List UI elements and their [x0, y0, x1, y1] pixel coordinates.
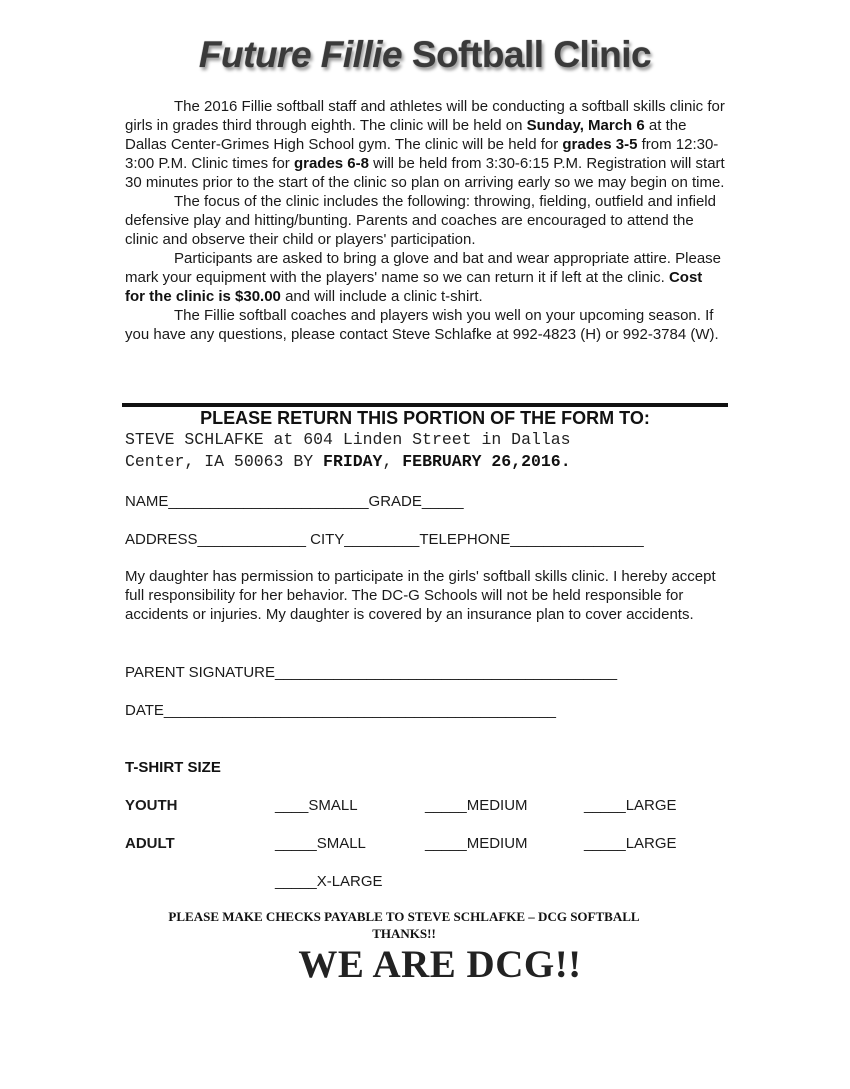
return-heading: PLEASE RETURN THIS PORTION OF THE FORM TO: [200, 408, 650, 428]
parent-signature-field[interactable]: PARENT SIGNATURE_________________________________________ [125, 664, 618, 681]
clinic-cost: Cost for the clinic is $30.00 [125, 269, 703, 305]
payable-to: PLEASE MAKE CHECKS PAYABLE TO STEVE SCHLAFKE – DCG SOFTBALL [168, 909, 640, 924]
p1-text-a: The 2016 Fillie softball staff and athletes will be conducting a softball skills clinic for girls in grades third through eighth. The clinic will be held on [125, 98, 725, 134]
grades-3-5: grades 3-5 [562, 136, 638, 153]
slogan: WE ARE DCG!! [298, 943, 582, 986]
youth-label: YOUTH [125, 797, 178, 814]
grades-6-8: grades 6-8 [293, 155, 369, 172]
tshirt-size-heading: T-SHIRT SIZE [125, 759, 221, 776]
date-field[interactable]: DATE_______________________________________________ [125, 702, 556, 719]
section-divider [122, 403, 728, 407]
adult-medium-option[interactable]: _____MEDIUM [425, 835, 528, 852]
payment-note [0, 908, 808, 942]
return-line2-text: Center, IA 50063 BY [125, 452, 324, 471]
clinic-title [0, 34, 850, 76]
title-part-1: Future Fillie [198, 34, 403, 75]
title-part-2: Softball Clinic [411, 34, 652, 75]
p1-text-c: from 12:30-3:00 P.M. Clinic times for [125, 136, 719, 172]
p1-text-b: at the Dallas Center-Grimes High School gym. The clinic will be held for [125, 117, 687, 153]
adult-large-option[interactable]: _____LARGE [584, 835, 677, 852]
intro-paragraph-3 [125, 249, 725, 306]
address-city-phone-field[interactable]: ADDRESS_____________ CITY_________TELEPHONE________________ [125, 531, 644, 548]
thanks-text: THANKS!! [372, 926, 436, 941]
return-address-line-2 [125, 451, 571, 473]
p3-text-b: and will include a clinic t-shirt. [280, 288, 483, 305]
p3-text-a: Participants are asked to bring a glove and bat and wear appropriate attire. Please mark your equipment with the players' name so we can return it if left at the clinic. [125, 250, 722, 286]
permission-statement: My daughter has permission to participate in the girls' softball skills clinic. I hereby accept full responsibility for her behavior. The DC-G Schools will not be held responsible for accidents or injuries. My daughter is covered by an insurance plan to cover accidents. [125, 568, 716, 623]
return-deadline: FEBRUARY 26,2016. [402, 452, 571, 471]
youth-small-option[interactable]: ____SMALL [275, 797, 358, 814]
clinic-date: Sunday, March 6 [526, 117, 645, 134]
p1-text-d: will be held from 3:30-6:15 P.M. Registration will start 30 minutes prior to the start of the clinic so plan on arriving early so we may begin on time. [125, 155, 725, 191]
youth-large-option[interactable]: _____LARGE [584, 797, 677, 814]
youth-medium-option[interactable]: _____MEDIUM [425, 797, 528, 814]
adult-label: ADULT [125, 835, 175, 852]
adult-small-option[interactable]: _____SMALL [275, 835, 366, 852]
intro-paragraph-2: The focus of the clinic includes the following: throwing, fielding, outfield and infield defensive play and hitting/bunting. Parents and coaches are encouraged to attend the clinic and observe their child or players' participation. [125, 193, 716, 248]
return-address-line-1: STEVE SCHLAFKE at 604 Linden Street in Dallas [125, 430, 571, 449]
return-day: FRIDAY [323, 452, 383, 471]
name-grade-field[interactable]: NAME________________________GRADE_____ [125, 493, 464, 510]
intro-paragraph-4: The Fillie softball coaches and players wish you well on your upcoming season. If you have any questions, please contact Steve Schlafke at 992-4823 (H) or 992-3784 (W). [125, 307, 719, 343]
intro-text [125, 97, 725, 344]
return-sep: , [382, 452, 403, 471]
adult-xlarge-option[interactable]: _____X-LARGE [275, 873, 383, 890]
intro-paragraph-1 [125, 97, 725, 192]
